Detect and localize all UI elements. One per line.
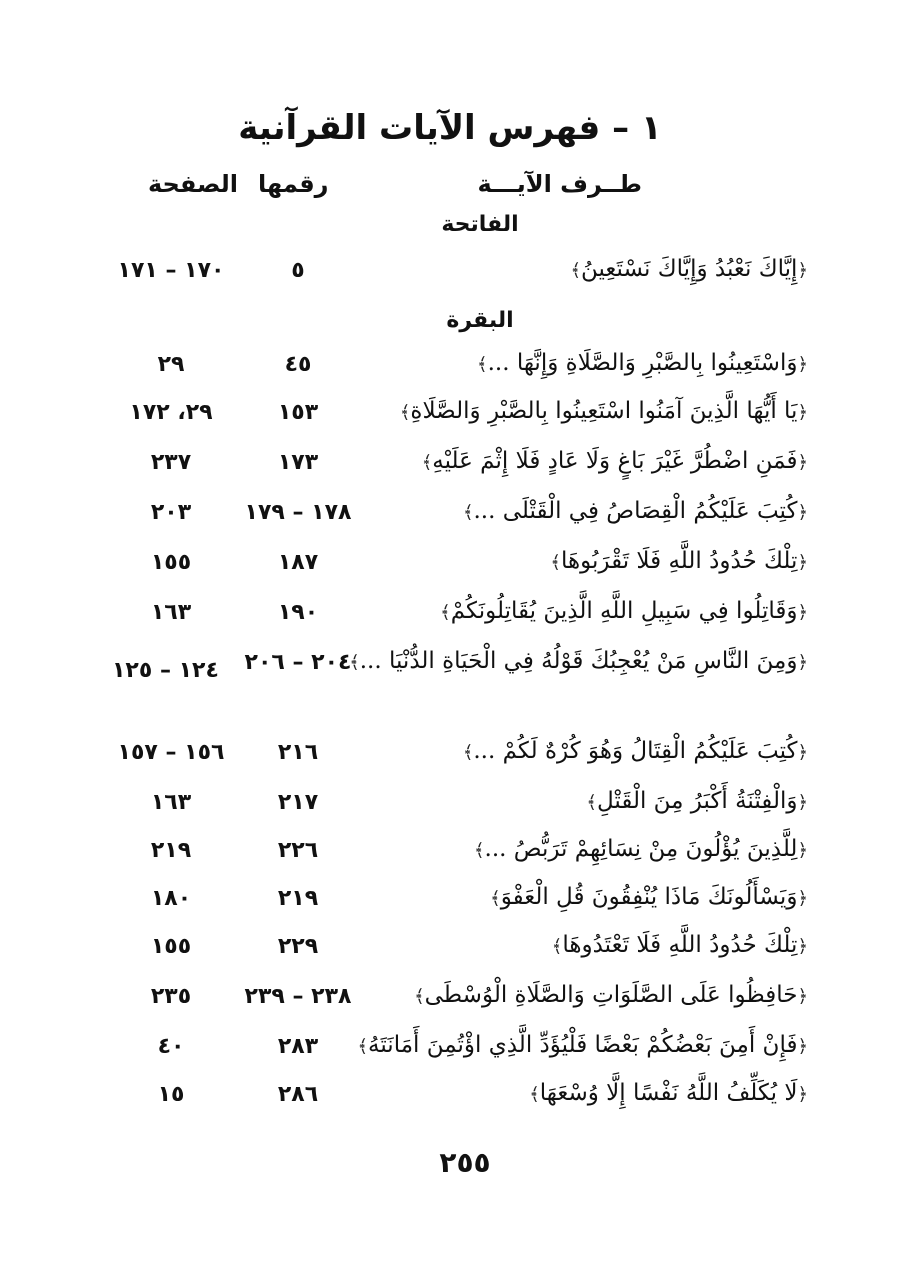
ornament-bracket-icon: ﴿ xyxy=(797,602,808,623)
ayah-number: ٢١٧ xyxy=(277,790,319,815)
ayah-number: ٥ xyxy=(291,258,305,283)
ornament-bracket-icon: ﴾ xyxy=(551,936,563,957)
page-reference: ٢٣٥ xyxy=(150,984,192,1009)
index-row xyxy=(0,548,900,592)
ornament-bracket-icon: ﴾ xyxy=(586,792,597,813)
ornament-bracket-icon: ﴾ xyxy=(490,888,501,909)
ayah-number: ٢٨٣ xyxy=(277,1034,319,1059)
ayah-number: ١٥٣ xyxy=(277,400,319,425)
column-header-page: الصفحة xyxy=(148,170,239,198)
ornament-bracket-icon: ﴿ xyxy=(797,354,808,375)
ornament-bracket-icon: ﴾ xyxy=(399,402,411,423)
ornament-bracket-icon: ﴾ xyxy=(440,602,451,623)
ornament-bracket-icon: ﴿ xyxy=(797,888,808,909)
ayah-number: ٢٣٨ – ٢٣٩ xyxy=(244,984,352,1009)
page-reference: ٢٠٣ xyxy=(150,500,192,525)
page-reference: ١٥ xyxy=(157,1082,185,1107)
ornament-bracket-icon: ﴿ xyxy=(797,1036,808,1057)
ornament-bracket-icon: ﴾ xyxy=(529,1084,540,1105)
column-header-number: رقمها xyxy=(258,170,329,198)
ayah-number: ٢٨٦ xyxy=(277,1082,319,1107)
ayah-text: ﴿وَيَسْأَلُونَكَ مَاذَا يُنْفِقُونَ قُلِ الْعَفْوَ﴾ xyxy=(490,884,808,910)
page-reference: ١٥٥ xyxy=(150,550,192,575)
page-reference: ٢١٩ xyxy=(150,838,192,863)
ayah-number: ١٧٣ xyxy=(277,450,319,475)
ayah-text: ﴿لِلَّذِينَ يُؤْلُونَ مِنْ نِسَائِهِمْ تَرَبُّصُ ...﴾ xyxy=(474,836,808,862)
ornament-bracket-icon: ﴾ xyxy=(550,552,561,573)
ornament-bracket-icon: ﴿ xyxy=(797,552,808,573)
index-row xyxy=(0,788,900,832)
ayah-text: ﴿فَإِنْ أَمِنَ بَعْضُكُمْ بَعْضًا فَلْيُؤَدِّ الَّذِي اؤْتُمِنَ أَمَانَتَهُ﴾ xyxy=(357,1032,808,1058)
ornament-bracket-icon: ﴿ xyxy=(797,452,808,473)
surah-heading-fatiha: الفاتحة xyxy=(441,212,519,237)
ayah-text: ﴿تِلْكَ حُدُودُ اللَّهِ فَلَا تَعْتَدُوهَا﴾ xyxy=(551,932,808,958)
index-row xyxy=(0,598,900,642)
ornament-bracket-icon: ﴿ xyxy=(797,742,808,763)
page-reference: ١٨٠ xyxy=(150,886,192,911)
index-row xyxy=(0,836,900,880)
ornament-bracket-icon: ﴿ xyxy=(797,502,808,523)
ornament-bracket-icon: ﴾ xyxy=(474,840,485,861)
ornament-bracket-icon: ﴾ xyxy=(421,452,433,473)
ayah-text: ﴿كُتِبَ عَلَيْكُمُ الْقِتَالُ وَهُوَ كُرْهٌ لَكُمْ ...﴾ xyxy=(462,738,808,764)
ornament-bracket-icon: ﴾ xyxy=(570,260,581,281)
index-row xyxy=(0,932,900,976)
page-reference: ١٦٣ xyxy=(150,600,192,625)
page-title: ١ – فهرس الآيات القرآنية xyxy=(238,108,662,148)
index-row xyxy=(0,648,900,738)
page-reference: ١٢٤ – ١٢٥ xyxy=(112,658,219,683)
ayah-number: ٢٢٦ xyxy=(277,838,319,863)
page-reference: ٤٠ xyxy=(157,1034,185,1059)
ayah-text: ﴿وَمِنَ النَّاسِ مَنْ يُعْجِبُكَ قَوْلُهُ فِي الْحَيَاةِ الدُّنْيَا ...﴾ xyxy=(349,648,808,674)
ayah-number: ٢١٦ xyxy=(277,740,319,765)
ornament-bracket-icon: ﴾ xyxy=(349,652,360,673)
page-number: ٢٥٥ xyxy=(439,1146,491,1179)
ayah-text: ﴿تِلْكَ حُدُودُ اللَّهِ فَلَا تَقْرَبُوهَا﴾ xyxy=(550,548,808,574)
index-row xyxy=(0,738,900,782)
ayah-number: ٢٢٩ xyxy=(277,934,319,959)
page-reference: ١٧٠ – ١٧١ xyxy=(117,258,225,283)
page-reference: ٢٣٧ xyxy=(150,450,192,475)
ayah-number: ١٩٠ xyxy=(277,600,319,625)
ayah-text: ﴿فَمَنِ اضْطُرَّ غَيْرَ بَاغٍ وَلَا عَادٍ فَلَا إِثْمَ عَلَيْهِ﴾ xyxy=(421,448,808,474)
ayah-number: ٢١٩ xyxy=(277,886,319,911)
ayah-text: ﴿إِيَّاكَ نَعْبُدُ وَإِيَّاكَ نَسْتَعِينُ﴾ xyxy=(570,256,808,282)
index-row xyxy=(0,398,900,442)
ayah-number: ٤٥ xyxy=(284,352,312,377)
ayah-text: ﴿وَالْفِتْنَةُ أَكْبَرُ مِنَ الْقَتْلِ﴾ xyxy=(586,788,808,814)
index-row xyxy=(0,982,900,1026)
ornament-bracket-icon: ﴿ xyxy=(797,840,808,861)
ornament-bracket-icon: ﴿ xyxy=(797,1084,808,1105)
index-row xyxy=(0,350,900,394)
index-row xyxy=(0,1032,900,1076)
ornament-bracket-icon: ﴾ xyxy=(477,354,488,375)
page-reference: ٢٩، ١٧٢ xyxy=(129,400,213,425)
ornament-bracket-icon: ﴾ xyxy=(462,502,474,523)
ornament-bracket-icon: ﴿ xyxy=(797,652,808,673)
ayah-number: ١٧٨ – ١٧٩ xyxy=(244,500,352,525)
column-header-ayah: طــرف الآيـــة xyxy=(477,170,642,198)
page-reference: ١٦٣ xyxy=(150,790,192,815)
ayah-number: ٢٠٤ – ٢٠٦ xyxy=(244,650,352,675)
index-row xyxy=(0,1080,900,1124)
index-row xyxy=(0,256,900,300)
ayah-number: ١٨٧ xyxy=(277,550,319,575)
ornament-bracket-icon: ﴿ xyxy=(797,792,808,813)
ayah-text: ﴿يَا أَيُّهَا الَّذِينَ آمَنُوا اسْتَعِينُوا بِالصَّبْرِ وَالصَّلَاةِ﴾ xyxy=(399,398,808,424)
page-reference: ١٥٥ xyxy=(150,934,192,959)
ayah-text: ﴿وَقَاتِلُوا فِي سَبِيلِ اللَّهِ الَّذِينَ يُقَاتِلُونَكُمْ﴾ xyxy=(440,598,808,624)
page-reference: ١٥٦ – ١٥٧ xyxy=(117,740,225,765)
ayah-text: ﴿وَاسْتَعِينُوا بِالصَّبْرِ وَالصَّلَاةِ وَإِنَّهَا ...﴾ xyxy=(477,350,808,376)
index-row xyxy=(0,498,900,542)
index-row xyxy=(0,448,900,492)
ayah-text: ﴿لَا يُكَلِّفُ اللَّهُ نَفْسًا إِلَّا وُسْعَهَا﴾ xyxy=(529,1080,808,1106)
ornament-bracket-icon: ﴿ xyxy=(797,986,808,1007)
surah-heading-baqara: البقرة xyxy=(446,308,514,333)
ornament-bracket-icon: ﴿ xyxy=(797,402,808,423)
ayah-text: ﴿حَافِظُوا عَلَى الصَّلَوَاتِ وَالصَّلَاةِ الْوُسْطَى﴾ xyxy=(414,982,808,1008)
ornament-bracket-icon: ﴾ xyxy=(414,986,425,1007)
page-reference: ٢٩ xyxy=(157,352,185,377)
ornament-bracket-icon: ﴿ xyxy=(797,260,808,281)
index-row xyxy=(0,884,900,928)
ornament-bracket-icon: ﴾ xyxy=(462,742,474,763)
ornament-bracket-icon: ﴾ xyxy=(357,1036,369,1057)
ayah-text: ﴿كُتِبَ عَلَيْكُمُ الْقِصَاصُ فِي الْقَتْلَى ...﴾ xyxy=(462,498,808,524)
ornament-bracket-icon: ﴿ xyxy=(797,936,808,957)
